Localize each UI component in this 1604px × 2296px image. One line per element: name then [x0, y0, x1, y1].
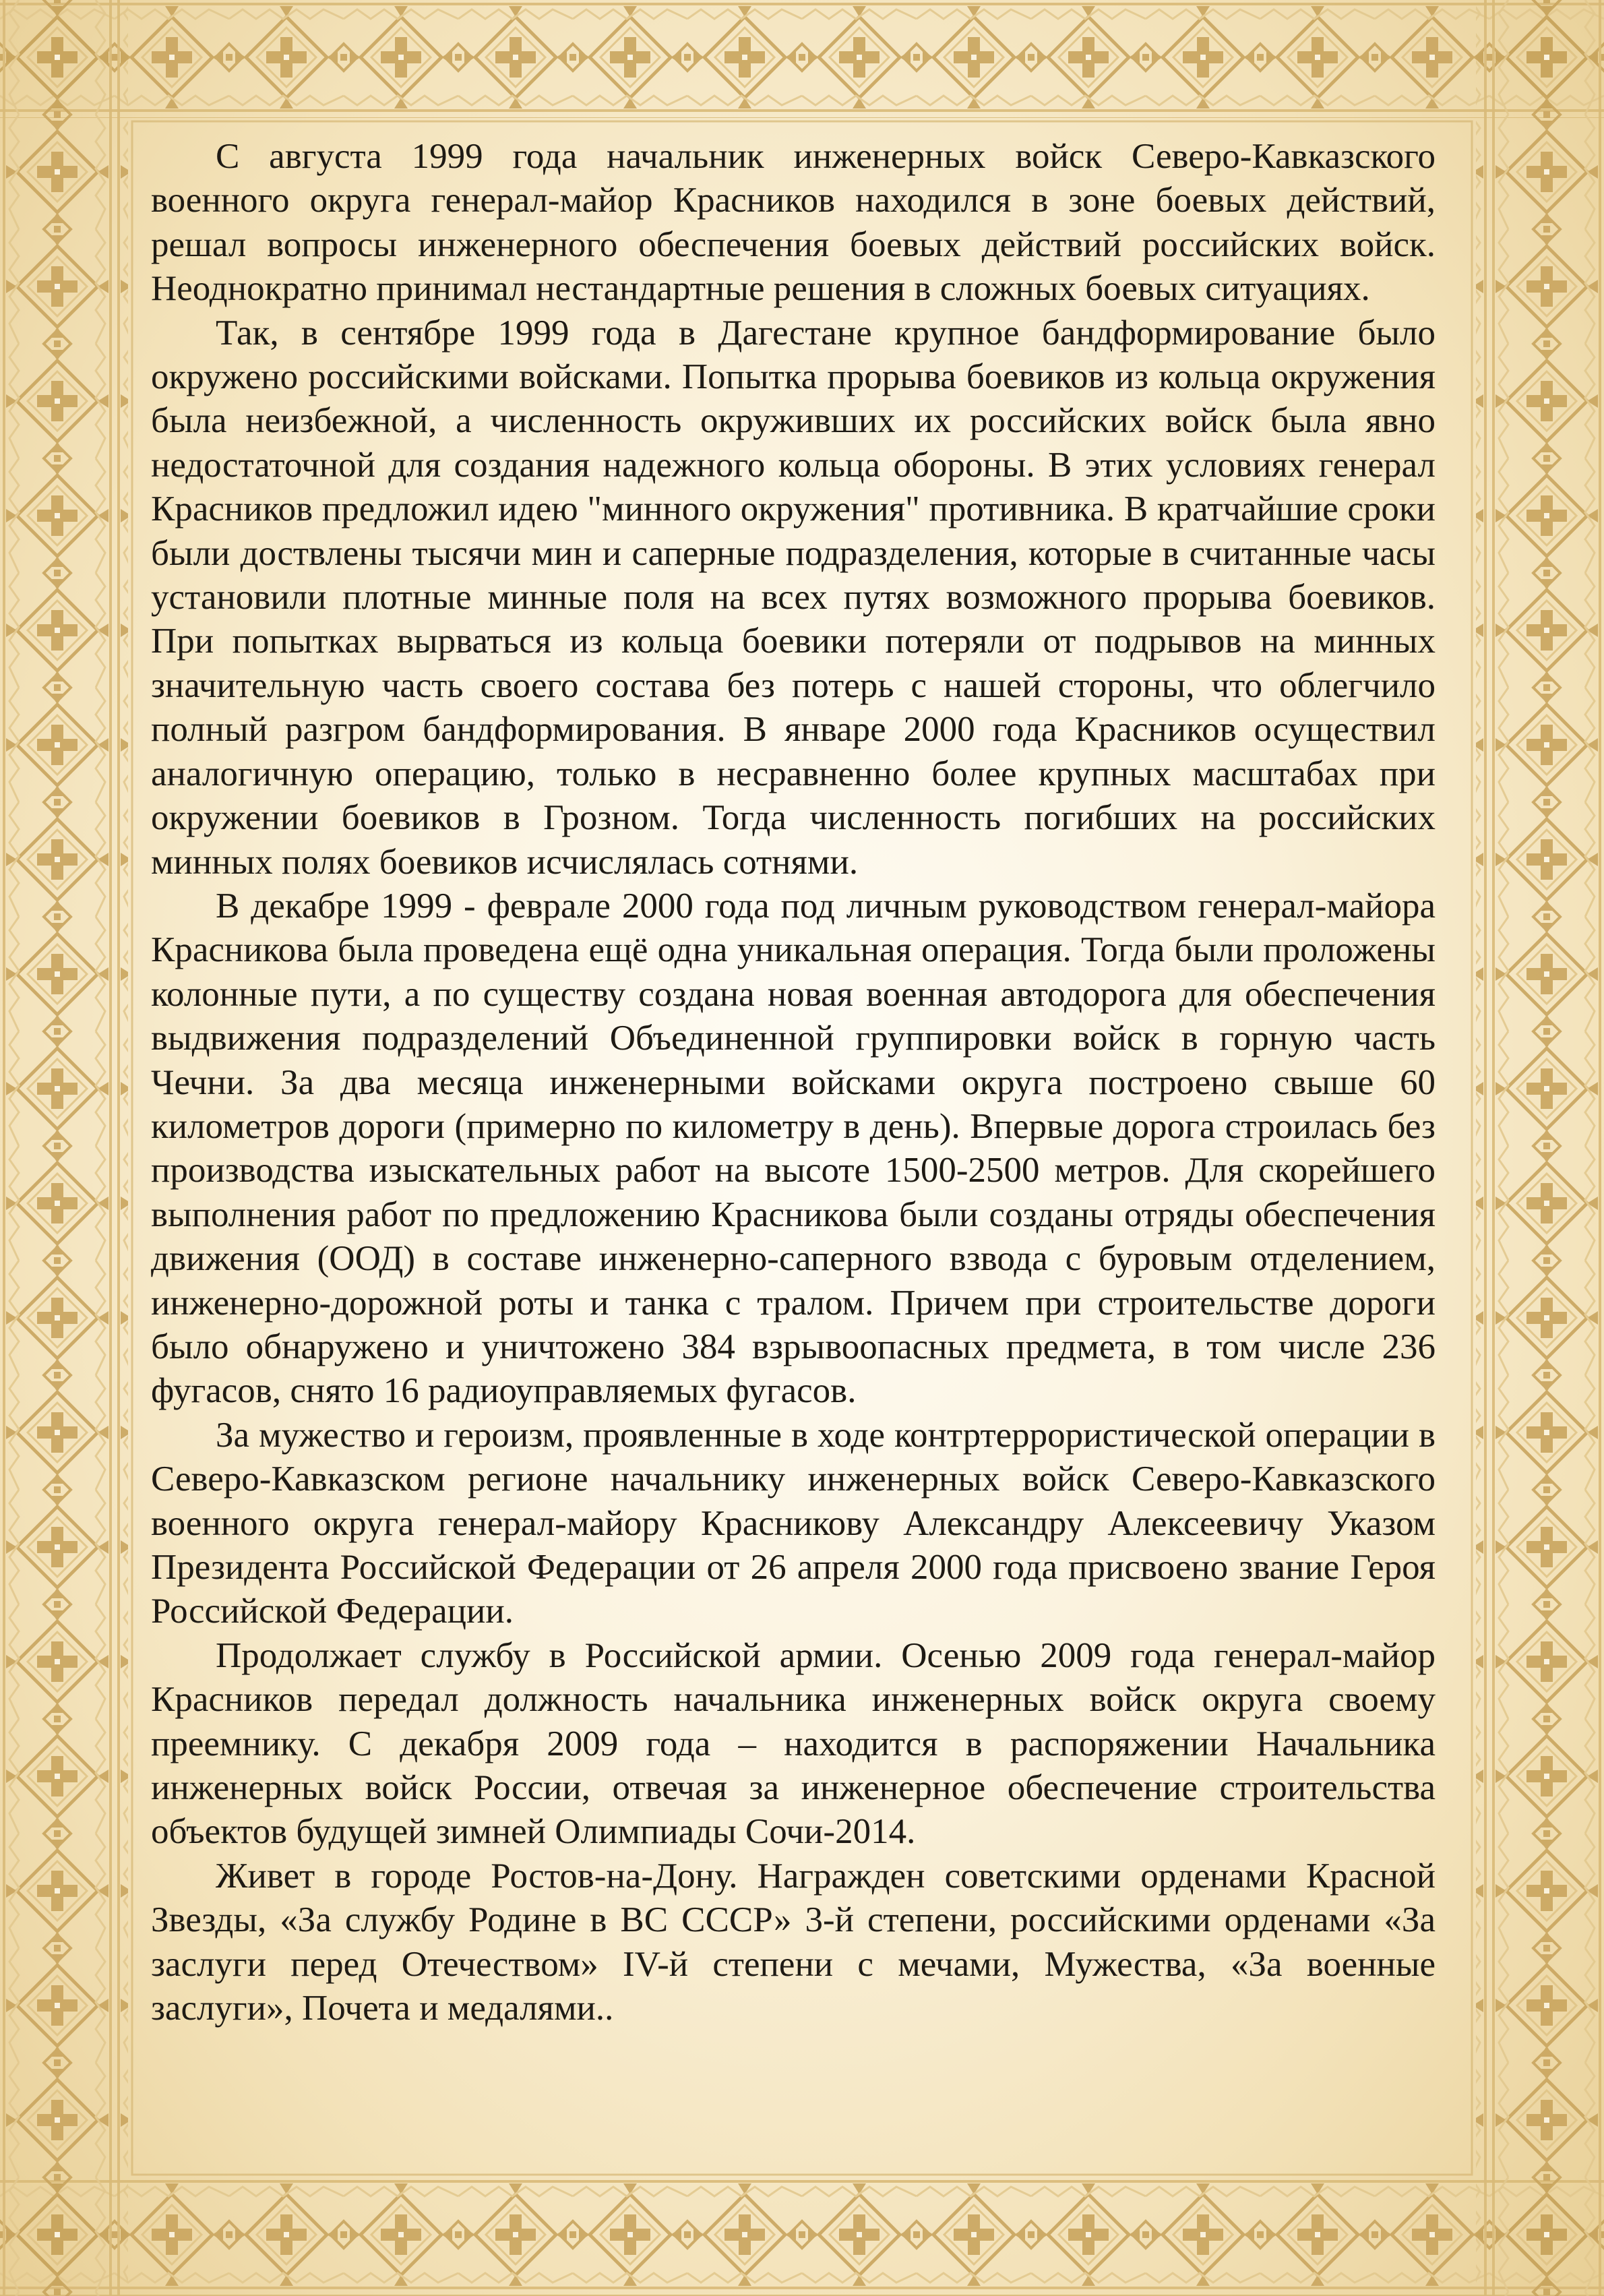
paragraph-5: Продолжает службу в Российской армии. Осенью 2009 года генерал-майор Красников передал должность начальника инженерных войск округа своему преемнику. С декабря 2009 года – находится в распоряжении Начальника инженерных войск России, отвечая за инженерное обеспечение строительства объектов будущей зимней Олимпиады Сочи-2014.	[151, 1635, 1436, 1852]
paragraph-4: За мужество и героизм, проявленные в ходе контртеррористической операции в Северо-Кавказском регионе начальнику инженерных войск Северо-Кавказского военного округа генерал-майору Красникову Александру Алексеевичу Указом Президента Российской Федерации от 26 апреля 2000 года присвоено звание Героя Российской Федерации.	[151, 1415, 1436, 1631]
paragraph-2: Так, в сентябре 1999 года в Дагестане крупное бандформирование было окружено российскими войсками. Попытка прорыва боевиков из кольца окружения была неизбежной, а численность окруживших их российских войск была явно недостаточной для создания надежного кольца обороны. В этих условиях генерал Красников предложил идею "минного окружения" противника. В кратчайшие сроки были доствлены тысячи мин и саперные подразделения, которые в считанные часы установили плотные минные поля на всех путях возможного прорыва боевиков. При попытках вырваться из кольца боевики потеряли от подрывов на минных значительную часть своего состава без потерь с нашей стороны, что облегчило полный разгром бандформирования. В январе 2000 года Красников осуществил аналогичную операцию, только в несравненно более крупных масштабах при окружении боевиков в Грозном. Тогда численность погибших на российских минных полях боевиков исчислялась сотнями.	[151, 313, 1436, 882]
paragraph-1: С августа 1999 года начальник инженерных войск Северо-Кавказского военного округа генерал-майор Красников находился в зоне боевых действий, решал вопросы инженерного обеспечения боевых действий российских войск. Неоднократно принимал нестандартные решения в сложных боевых ситуациях.	[151, 137, 1436, 309]
paragraph-3: В декабре 1999 - феврале 2000 года под личным руководством генерал-майора Красникова была проведена ещё одна уникальная операция. Тогда были проложены колонные пути, а по существу создана новая военная автодорога для обеспечения выдвижения подразделений Объединенной группировки войск в горную часть Чечни. За два месяца инженерными войсками округа построено свыше 60 километров дороги (примерно по километру в день). Впервые дорога строилась без производства изыскательных работ на высоте 1500-2500 метров. Для скорейшего выполнения работ по предложению Красникова были созданы отряды обеспечения движения (ООД) в составе инженерно-саперного взвода с буровым отделением, инженерно-дорожной роты и танка с тралом. Причем при строительстве дороги было обнаружено и уничтожено 384 взрывоопасных предмета, в том числе 236 фугасов, снято 16 радиоуправляемых фугасов.	[151, 886, 1436, 1411]
document-body	[151, 135, 1436, 2150]
paragraph-6: Живет в городе Ростов-на-Дону. Награжден советскими орденами Красной Звезды, «За службу Родине в ВС СССР» 3-й степени, российскими орденами «За заслуги перед Отечеством» IV-й степени с мечами, Мужества, «За военные заслуги», Почета и медалями..	[151, 1856, 1436, 2028]
